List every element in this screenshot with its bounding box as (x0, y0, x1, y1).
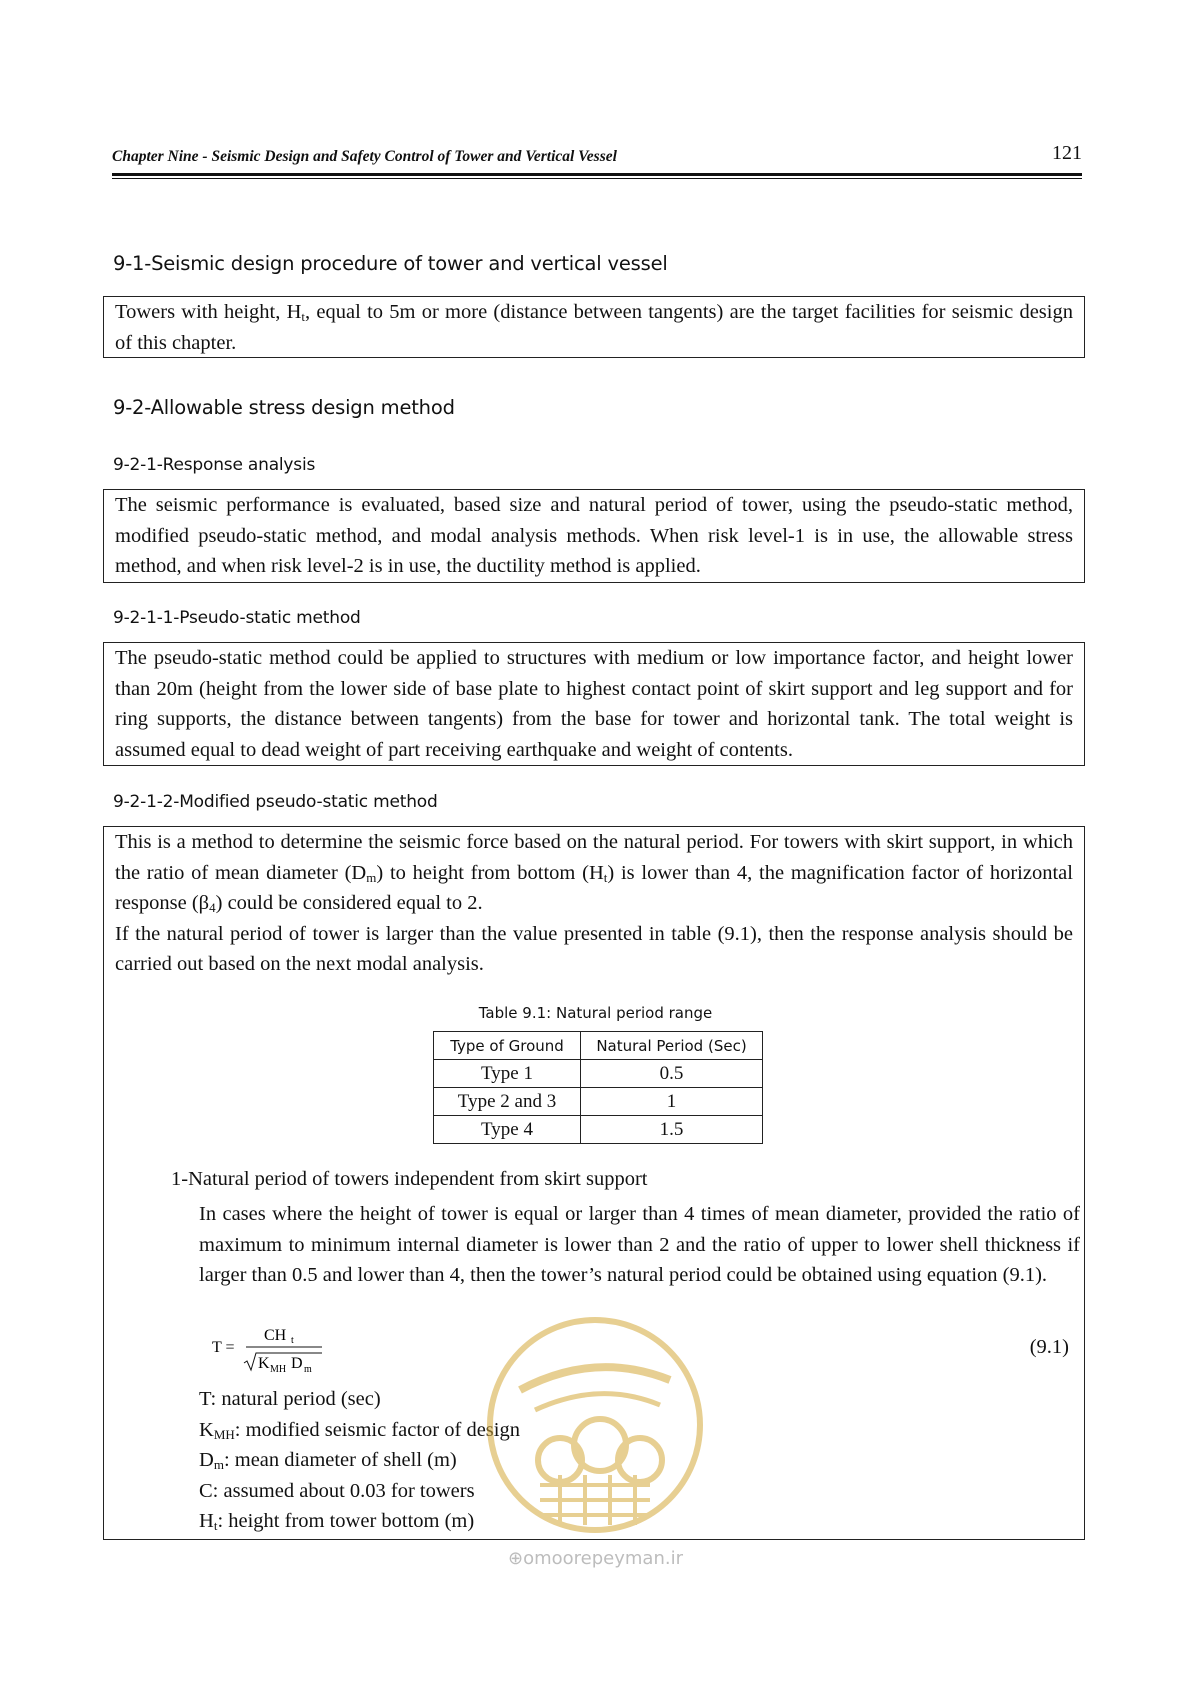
definition-dm: $D_m$: mean diameter of shell (m) (199, 1449, 457, 1472)
text-box-9-2-1-1 (103, 642, 1085, 766)
list-item-body (199, 1199, 1080, 1291)
table-row (434, 1060, 763, 1088)
paragraph-9-1: Towers with height, $H_t$, equal to 5m or more (distance between tangents) are the target facilities for seismic design of this chapter. (115, 301, 1073, 354)
table-header-row (434, 1032, 763, 1060)
paragraph-9-2-1-2-a: This is a method to determine the seismic force based on the natural period. For towers with skirt support, in which the ratio of mean diameter $(D_m)$ to height from bottom $(H_t)$ is lower than 4, the magnification factor of horizontal response $(\beta_4)$ could be considered equal to 2. (115, 831, 1073, 915)
equation-den-d-sub: m (304, 1364, 312, 1375)
table-row (434, 1116, 763, 1144)
definition-c: C: assumed about 0.03 for towers (199, 1479, 475, 1502)
watermark-logo (480, 1310, 710, 1540)
watermark-site-text: ⊕omoorepeyman.ir (508, 1548, 683, 1569)
paragraph-9-2-1-1: The pseudo-static method could be applied to structures with medium or low importance factor, and height lower than 20m (height from the lower side of base plate to highest contact point of skirt support and leg support and for ring supports, the distance between tangents) from the base for tower and horizontal tank. The total weight is assumed equal to dead weight of part receiving earthquake and weight of contents. (115, 647, 1073, 761)
table-row (434, 1088, 763, 1116)
equation-graphic (212, 1320, 332, 1376)
definition-kmh: $K_{MH}$: modified seismic factor of design (199, 1418, 520, 1442)
section-heading-9-2-1-2: 9-2-1-2-Modified pseudo-static method (113, 792, 438, 812)
equation-numerator: CH (264, 1327, 287, 1344)
paragraph-9-2-1: The seismic performance is evaluated, based size and natural period of tower, using the pseudo-static method, modified pseudo-static method, and modal analysis methods. When risk level-1 is in use, the allowable stress method, and when risk level-2 is in use, the ductility method is applied. (115, 494, 1073, 577)
section-heading-9-2-1: 9-2-1-Response analysis (113, 455, 316, 475)
definition-ht: $H_t$: height from tower bottom (m) (199, 1510, 475, 1533)
text-box-9-2-1 (103, 489, 1085, 583)
table-cell: 0.5 (581, 1060, 763, 1088)
section-heading-9-1: 9-1-Seismic design procedure of tower and vertical vessel (113, 252, 668, 275)
page-number: 121 (1052, 142, 1082, 164)
table-header-ground: Type of Ground (434, 1032, 581, 1060)
equation-number: (9.1) (1029, 1336, 1069, 1358)
list-item-title: 1-Natural period of towers independent from skirt support (171, 1168, 648, 1190)
header-rule-thick (112, 173, 1082, 176)
equation-den-k-sub: MH (270, 1364, 287, 1375)
chapter-title: Chapter Nine - Seismic Design and Safety Control of Tower and Vertical Vessel (112, 148, 617, 165)
equation-lhs: T = (212, 1339, 235, 1356)
natural-period-table (433, 1031, 763, 1144)
table-caption: Table 9.1: Natural period range (478, 1004, 713, 1022)
paragraph-9-2-1-2-b: If the natural period of tower is larger than the value presented in table (9.1), then the response analysis should be carried out based on the next modal analysis. (115, 922, 1073, 975)
table-cell: Type 1 (434, 1060, 581, 1088)
table-cell: 1.5 (581, 1116, 763, 1144)
equation-den-k: K (258, 1355, 270, 1372)
table-cell: Type 2 and 3 (434, 1088, 581, 1116)
table-cell: Type 4 (434, 1116, 581, 1144)
table-header-period: Natural Period (Sec) (581, 1032, 763, 1060)
list-item-text: In cases where the height of tower is equal or larger than 4 times of mean diameter, provided the ratio of maximum to minimum internal diameter is lower than 2 and the ratio of upper to lower shell thickness if larger than 0.5 and lower than 4, then the tower’s natural period could be obtained using equation (9.1). (199, 1203, 1080, 1286)
equation-den-d: D (291, 1355, 303, 1372)
equation-numerator-sub: t (291, 1335, 294, 1346)
definitions-list (199, 1384, 520, 1537)
table-cell: 1 (581, 1088, 763, 1116)
definition-t: T: natural period (sec) (199, 1388, 381, 1410)
equation-9-1 (212, 1320, 332, 1381)
header-rule-thin (112, 178, 1082, 179)
section-heading-9-2: 9-2-Allowable stress design method (113, 396, 455, 419)
section-heading-9-2-1-1: 9-2-1-1-Pseudo-static method (113, 608, 361, 628)
text-box-9-1 (103, 296, 1085, 358)
globe-icon: ⊕ (508, 1548, 524, 1569)
